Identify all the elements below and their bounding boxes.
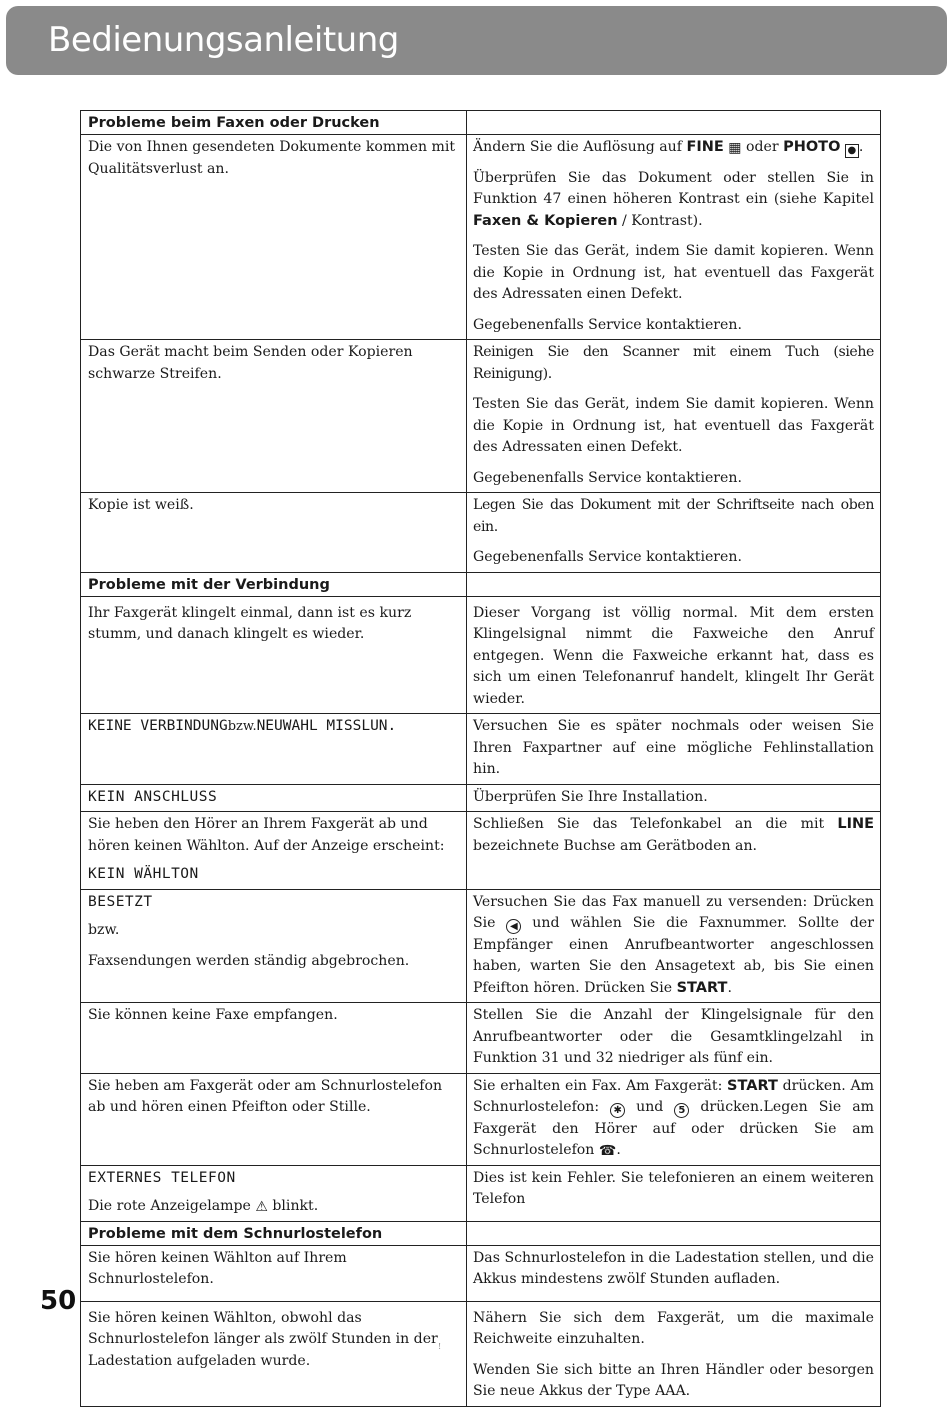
problem-cell: Kopie ist weiß. (81, 493, 467, 573)
solution-cell (467, 1073, 881, 1165)
handset-icon: ☎ (598, 1143, 617, 1159)
problem-cell: KEINE VERBINDUNGbzw.NEUWAHL MISSLUN. (81, 714, 467, 785)
solution-text: Ändern Sie die Auflösung auf FINE ▦ oder PHOTO ● . (473, 139, 864, 156)
solution-cell (467, 340, 881, 493)
table-row (81, 784, 881, 812)
section-title: Probleme beim Faxen oder Drucken (81, 111, 467, 135)
solution-text: Wenden Sie sich bitte an Ihren Händler oder besorgen Sie neue Akkus der Type AAA. (473, 1361, 874, 1399)
problem-cell: Sie hören keinen Wählton, obwohl das Schnurlostelefon länger als zwölf Stunden in der Ladestation aufgeladen wurde. (81, 1301, 467, 1406)
table-row (81, 1003, 881, 1074)
table-row (81, 812, 881, 890)
solution-text: Gegebenenfalls Service kontaktieren. (473, 316, 742, 333)
problem-cell: Sie können keine Faxe empfangen. (81, 1003, 467, 1074)
page-title: Bedienungsanleitung (48, 20, 399, 60)
table-row (81, 1245, 881, 1301)
section-header-connection (81, 572, 881, 596)
fine-key-label: FINE (686, 139, 724, 155)
start-key-label: START (727, 1077, 778, 1094)
problem-cell: Sie heben den Hörer an Ihrem Faxgerät ab und hören keinen Wählton. Auf der Anzeige erscheint: KEIN WÄHLTON (81, 812, 467, 890)
table-row (81, 889, 881, 1003)
table-row (81, 135, 881, 340)
digit-five-key-icon: 5 (674, 1103, 689, 1118)
problem-cell: Die von Ihnen gesendeten Dokumente kommen mit Qualitätsverlust an. (81, 135, 467, 340)
solution-cell: Stellen Sie die Anzahl der Klingelsignale für den Anrufbeantworter oder die Gesamtklingelzahl in Funktion 31 und 32 niedriger als fünf ein. (467, 1003, 881, 1074)
solution-text: Schließen Sie das Telefonkabel an die mit LINE bezeichnete Buchse am Gerätboden an. (473, 816, 875, 854)
solution-cell: Überprüfen Sie Ihre Installation. (467, 784, 881, 812)
start-key-label: START (676, 979, 728, 996)
solution-cell: Dies ist kein Fehler. Sie telefonieren an einem weiteren Telefon (467, 1165, 881, 1221)
problem-cell: EXTERNES TELEFON Die rote Anzeigelampe ⚠ blinkt. (81, 1165, 467, 1221)
solution-text: Legen Sie das Dokument mit der Schriftseite nach oben ein. (473, 497, 874, 535)
photo-portrait-icon: ● (845, 144, 859, 158)
table-row (81, 1073, 881, 1165)
solution-text: Reinigen Sie den Scanner mit einem Tuch (siehe Reinigung). (473, 344, 874, 382)
section-empty-cell (467, 572, 881, 596)
solution-text: Sie erhalten ein Fax. Am Faxgerät: START drücken. Am Schnurlostelefon: ✱ und 5 drücken.Legen Sie am Faxgerät den Hörer auf oder drücken Sie am Schnurlostelefon ☎. (473, 1077, 874, 1159)
problem-cell: Ihr Faxgerät klingelt einmal, dann ist es kurz stumm, und danach klingelt es wieder. (81, 596, 467, 714)
section-title: Probleme mit dem Schnurlostelefon (81, 1221, 467, 1245)
solution-cell: Versuchen Sie es später nochmals oder weisen Sie Ihren Faxpartner auf eine mögliche Fehlinstallation hin. (467, 714, 881, 785)
solution-cell: Das Schnurlostelefon in die Ladestation stellen, und die Akkus mindestens zwölf Stunden aufladen. (467, 1245, 881, 1301)
table-row (81, 714, 881, 785)
table-row (81, 493, 881, 573)
line-key-label: LINE (837, 816, 875, 832)
lcd-message: KEIN ANSCHLUSS (88, 788, 218, 805)
chapter-reference: Faxen & Kopieren (473, 212, 618, 229)
section-empty-cell (467, 111, 881, 135)
solution-text: Testen Sie das Gerät, indem Sie damit kopieren. Wenn die Kopie in Ordnung ist, hat eventuell das Faxgerät des Adressaten einen Defekt. (473, 396, 874, 455)
star-key-icon: ✱ (610, 1103, 625, 1118)
section-header-fax (81, 111, 881, 135)
lcd-message: KEIN WÄHLTON (88, 866, 199, 882)
problem-cell: Das Gerät macht beim Senden oder Kopieren schwarze Streifen. (81, 340, 467, 493)
solution-cell (467, 889, 881, 1003)
lcd-message: EXTERNES TELEFON (88, 1169, 236, 1186)
section-header-cordless (81, 1221, 881, 1245)
fine-grid-icon: ▦ (728, 140, 742, 156)
photo-key-label: PHOTO (783, 139, 841, 155)
table-row (81, 1165, 881, 1221)
solution-text: Nähern Sie sich dem Faxgerät, um die maximale Reichweite einzuhalten. (473, 1309, 874, 1347)
solution-cell (467, 812, 881, 890)
problem-cell: BESETZT bzw. Faxsendungen werden ständig abgebrochen. (81, 889, 467, 1003)
section-empty-cell (467, 1221, 881, 1245)
table-row (81, 596, 881, 714)
problem-cell: Sie heben am Faxgerät oder am Schnurlostelefon ab und hören einen Pfeifton oder Stille. (81, 1073, 467, 1165)
solution-text: Gegebenenfalls Service kontaktieren. (473, 549, 742, 565)
troubleshooting-table (80, 110, 881, 1407)
solution-text: Überprüfen Sie das Dokument oder stellen Sie in Funktion 47 einen höheren Kontrast ein (siehe Kapitel Faxen & Kopieren / Kontrast). (473, 169, 874, 229)
lcd-message: NEUWAHL MISSLUN. (256, 718, 397, 734)
problem-cell (81, 784, 467, 812)
page-header (6, 6, 947, 75)
table-row (81, 340, 881, 493)
solution-text: Versuchen Sie das Fax manuell zu versenden: Drücken Sie ◀ und wählen Sie die Faxnummer. Sollte der Empfänger einen Anrufbeantworter angeschlossen haben, warten Sie den Ansagetext ab, bis Sie einen Pfeifton hören. Drücken Sie START. (473, 893, 874, 996)
speaker-key-icon: ◀ (506, 919, 521, 934)
solution-cell (467, 493, 881, 573)
page-number: 50 (40, 1286, 77, 1316)
warning-triangle-icon: ⚠ (255, 1199, 268, 1215)
solution-cell (467, 135, 881, 340)
problem-cell: Sie hören keinen Wählton auf Ihrem Schnurlostelefon. (81, 1245, 467, 1301)
solution-text: Testen Sie das Gerät, indem Sie damit kopieren. Wenn die Kopie in Ordnung ist, hat eventuell das Faxgerät des Adressaten einen Defekt. (473, 243, 874, 302)
solution-cell: Dieser Vorgang ist völlig normal. Mit dem ersten Klingelsignal nimmt die Faxweiche den Anruf entgegen. Wenn die Faxweiche erkannt hat, dass es sich um einen Telefonanruf handelt, klingelt Ihr Gerät wieder. (467, 596, 881, 714)
footer-mark: ! (438, 1342, 442, 1351)
lcd-message: BESETZT (88, 893, 153, 910)
lcd-message: KEINE VERBINDUNG (88, 718, 228, 734)
solution-text: Gegebenenfalls Service kontaktieren. (473, 469, 742, 486)
section-title: Probleme mit der Verbindung (81, 572, 467, 596)
